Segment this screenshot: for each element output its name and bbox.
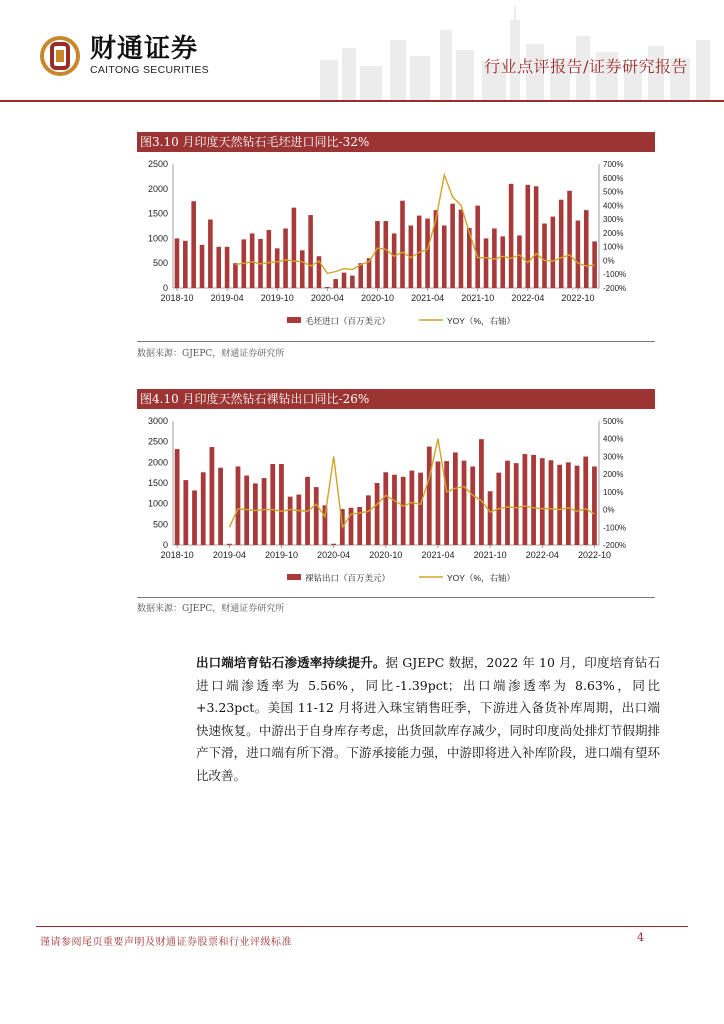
figure-4-chart xyxy=(137,411,655,596)
bar-mark xyxy=(484,238,489,288)
figure-3-title: 图3.10 月印度天然钻石毛坯进口同比-32% xyxy=(137,132,655,152)
paragraph-lead: 出口端培育钻石渗透率持续提升。 xyxy=(196,655,386,670)
bar-mark xyxy=(350,276,355,288)
yoy-line xyxy=(236,175,595,274)
bar-mark xyxy=(200,245,205,288)
bar-mark xyxy=(323,505,328,545)
right-axis-tick-label: 200% xyxy=(603,470,624,480)
bar-mark xyxy=(236,466,241,545)
x-axis-tick-label: 2020-04 xyxy=(310,293,344,303)
logo-chinese-name: 财通证券 xyxy=(90,34,199,64)
bar-mark xyxy=(525,185,530,288)
bar-mark xyxy=(522,454,527,545)
left-axis-tick-label: 2000 xyxy=(147,183,168,194)
x-axis-tick-label: 2020-10 xyxy=(369,550,403,560)
footer-disclaimer: 谨请参阅尾页重要声明及财通证券股票和行业评级标准 xyxy=(40,937,292,948)
right-axis-tick-label: 100% xyxy=(603,242,624,252)
left-axis-tick-label: 1000 xyxy=(147,233,168,244)
bar-mark xyxy=(584,210,589,288)
bar-mark xyxy=(183,480,188,545)
left-axis-tick-label: 2000 xyxy=(147,457,168,468)
bar-mark xyxy=(210,447,215,545)
bar-mark xyxy=(383,472,388,545)
bar-mark xyxy=(418,473,423,545)
bar-mark xyxy=(475,206,480,288)
bar-mark xyxy=(308,215,313,288)
x-axis-tick-label: 2019-04 xyxy=(210,293,244,303)
bar-mark xyxy=(567,191,572,288)
bar-mark xyxy=(557,465,562,545)
bar-mark xyxy=(551,217,556,288)
figure-4-rule xyxy=(137,597,655,598)
bar-mark xyxy=(279,464,284,545)
x-axis-tick-label: 2022-10 xyxy=(561,293,595,303)
city-skyline-decoration xyxy=(300,0,724,100)
bar-mark xyxy=(233,263,238,288)
x-axis-tick-label: 2022-04 xyxy=(525,550,559,560)
bar-mark xyxy=(517,235,522,288)
left-axis-tick-label: 0 xyxy=(162,283,168,293)
bar-mark xyxy=(425,219,430,288)
bar-mark xyxy=(296,495,301,545)
legend-bar-label: 毛坯进口（百万美元） xyxy=(305,316,391,326)
bar-mark xyxy=(444,461,449,545)
right-axis-tick-label: 500% xyxy=(603,187,624,197)
bar-mark xyxy=(288,497,293,545)
x-axis-tick-label: 2021-10 xyxy=(461,293,495,303)
bar-mark xyxy=(542,224,547,288)
logo-english-name: CAITONG SECURITIES xyxy=(90,64,209,76)
bar-mark xyxy=(450,204,455,288)
bar-mark xyxy=(275,248,280,288)
left-axis-tick-label: 3000 xyxy=(147,416,168,426)
bar-mark xyxy=(540,458,545,545)
left-axis-tick-label: 1500 xyxy=(147,478,168,488)
bar-mark xyxy=(366,495,371,545)
bar-mark xyxy=(505,461,510,545)
bar-mark xyxy=(175,238,180,288)
bar-mark xyxy=(409,471,414,545)
bar-mark xyxy=(453,452,458,545)
legend-bar-swatch xyxy=(287,317,301,323)
left-axis-tick-label: 0 xyxy=(162,540,168,550)
figure-3-source: 数据来源：GJEPC，财通证券研究所 xyxy=(137,349,285,359)
x-axis-tick-label: 2021-04 xyxy=(421,550,455,560)
x-axis-tick-label: 2020-04 xyxy=(317,550,351,560)
bar-mark xyxy=(192,490,197,545)
right-axis-tick-label: 0% xyxy=(603,256,615,266)
bar-mark xyxy=(175,449,180,545)
paragraph-body: 据 GJEPC 数据，2022 年 10 月，印度培育钻石进口端渗透率为 5.56%，同比-1.39pct；出口端渗透率为 8.63%，同比+3.23pct。美国 11-12 月将进入珠宝销售旺季，下游进入备货补库周期，出口端快速恢复。中游出于自身库存考虑，出货回款库存减少，同时印度尚处排灯节假期排产下滑，进口端有所下滑。下游承接能力强，中游即将进入补库阶段，进口端有望环比改善。 xyxy=(196,655,660,783)
right-axis-tick-label: -200% xyxy=(603,284,627,293)
right-axis-tick-label: 700% xyxy=(603,160,624,169)
bar-mark xyxy=(253,483,258,545)
left-axis-tick-label: 1000 xyxy=(147,498,168,509)
bar-mark xyxy=(331,544,336,545)
right-axis-tick-label: 400% xyxy=(603,434,624,444)
legend-bar-swatch xyxy=(287,574,301,580)
bar-mark xyxy=(488,491,493,545)
x-axis-tick-label: 2019-10 xyxy=(264,550,299,560)
x-axis-tick-label: 2022-04 xyxy=(511,293,545,303)
x-axis-tick-label: 2019-04 xyxy=(212,550,246,560)
bar-mark xyxy=(267,230,272,288)
bar-mark xyxy=(183,241,188,288)
bar-mark xyxy=(479,439,484,545)
report-type-title: 行业点评报告/证券研究报告 xyxy=(484,57,688,76)
right-axis-tick-label: -100% xyxy=(603,270,627,280)
bar-mark xyxy=(216,247,221,288)
right-axis-tick-label: 300% xyxy=(603,452,624,462)
bar-mark xyxy=(500,236,505,288)
bar-mark xyxy=(549,460,554,545)
bar-mark xyxy=(218,468,223,545)
bar-mark xyxy=(227,544,232,545)
x-axis-tick-label: 2021-04 xyxy=(411,293,445,303)
x-axis-tick-label: 2022-10 xyxy=(577,550,611,560)
bar-mark xyxy=(333,279,338,288)
bar-mark xyxy=(559,200,564,288)
bar-mark xyxy=(191,201,196,288)
bar-mark xyxy=(250,233,255,288)
bar-mark xyxy=(576,221,581,288)
bar-mark xyxy=(314,487,319,545)
right-axis-tick-label: 600% xyxy=(603,173,624,183)
right-axis-tick-label: 200% xyxy=(603,228,624,238)
x-axis-tick-label: 2018-10 xyxy=(160,550,194,560)
legend-bar-label: 裸钻出口（百万美元） xyxy=(305,573,391,583)
bar-mark xyxy=(201,472,206,545)
bar-mark xyxy=(262,478,267,545)
bar-mark xyxy=(592,466,597,545)
bar-mark xyxy=(270,464,275,545)
figure-3-chart xyxy=(137,154,655,339)
x-axis-tick-label: 2019-10 xyxy=(260,293,294,303)
bar-mark xyxy=(342,273,347,288)
left-axis-tick-label: 500 xyxy=(152,519,168,530)
figure-3-rule xyxy=(137,341,655,342)
bar-mark xyxy=(392,233,397,288)
footer-divider xyxy=(36,926,688,927)
bar-mark xyxy=(509,184,514,288)
bar-mark xyxy=(459,210,464,288)
bar-mark xyxy=(358,263,363,288)
x-axis-tick-label: 2020-10 xyxy=(360,293,394,303)
bar-mark xyxy=(400,201,405,288)
page-number: 4 xyxy=(637,931,644,944)
bar-mark xyxy=(470,466,475,545)
bar-mark xyxy=(427,447,432,545)
right-axis-tick-label: 400% xyxy=(603,201,624,211)
left-axis-tick-label: 2500 xyxy=(147,436,168,447)
bar-mark xyxy=(566,462,571,545)
bar-mark xyxy=(375,483,380,545)
bar-mark xyxy=(401,477,406,545)
bar-mark xyxy=(325,287,330,288)
bar-mark xyxy=(462,461,467,545)
right-axis-tick-label: 500% xyxy=(603,417,624,426)
left-axis-tick-label: 1500 xyxy=(147,208,168,219)
bar-mark xyxy=(208,220,213,288)
left-axis-tick-label: 500 xyxy=(152,258,168,269)
bar-mark xyxy=(225,247,230,288)
figure-4-title: 图4.10 月印度天然钻石裸钻出口同比-26% xyxy=(137,389,655,409)
bar-mark xyxy=(436,462,441,545)
bar-mark xyxy=(583,457,588,545)
bar-mark xyxy=(300,250,305,288)
left-axis-tick-label: 2500 xyxy=(147,159,168,169)
right-axis-tick-label: 0% xyxy=(603,505,615,515)
x-axis-tick-label: 2021-10 xyxy=(473,550,507,560)
bar-mark xyxy=(283,228,288,288)
bar-mark xyxy=(383,221,388,288)
legend-line-label: YOY（%，右轴） xyxy=(447,573,516,583)
analysis-paragraph xyxy=(196,652,660,787)
bar-mark xyxy=(514,463,519,545)
legend-line-label: YOY（%，右轴） xyxy=(447,316,516,326)
bar-mark xyxy=(292,208,297,288)
bar-mark xyxy=(575,466,580,545)
x-axis-tick-label: 2018-10 xyxy=(160,293,194,303)
bar-mark xyxy=(375,221,380,288)
bar-mark xyxy=(392,475,397,545)
right-axis-tick-label: -200% xyxy=(603,541,627,550)
header-divider xyxy=(0,100,724,102)
bar-mark xyxy=(534,186,539,288)
bar-mark xyxy=(442,226,447,288)
right-axis-tick-label: 100% xyxy=(603,487,624,497)
caitong-logo-icon xyxy=(40,36,80,76)
bar-mark xyxy=(531,455,536,545)
right-axis-tick-label: -100% xyxy=(603,523,627,533)
figure-4-source: 数据来源：GJEPC，财通证券研究所 xyxy=(137,604,285,614)
right-axis-tick-label: 300% xyxy=(603,215,624,225)
